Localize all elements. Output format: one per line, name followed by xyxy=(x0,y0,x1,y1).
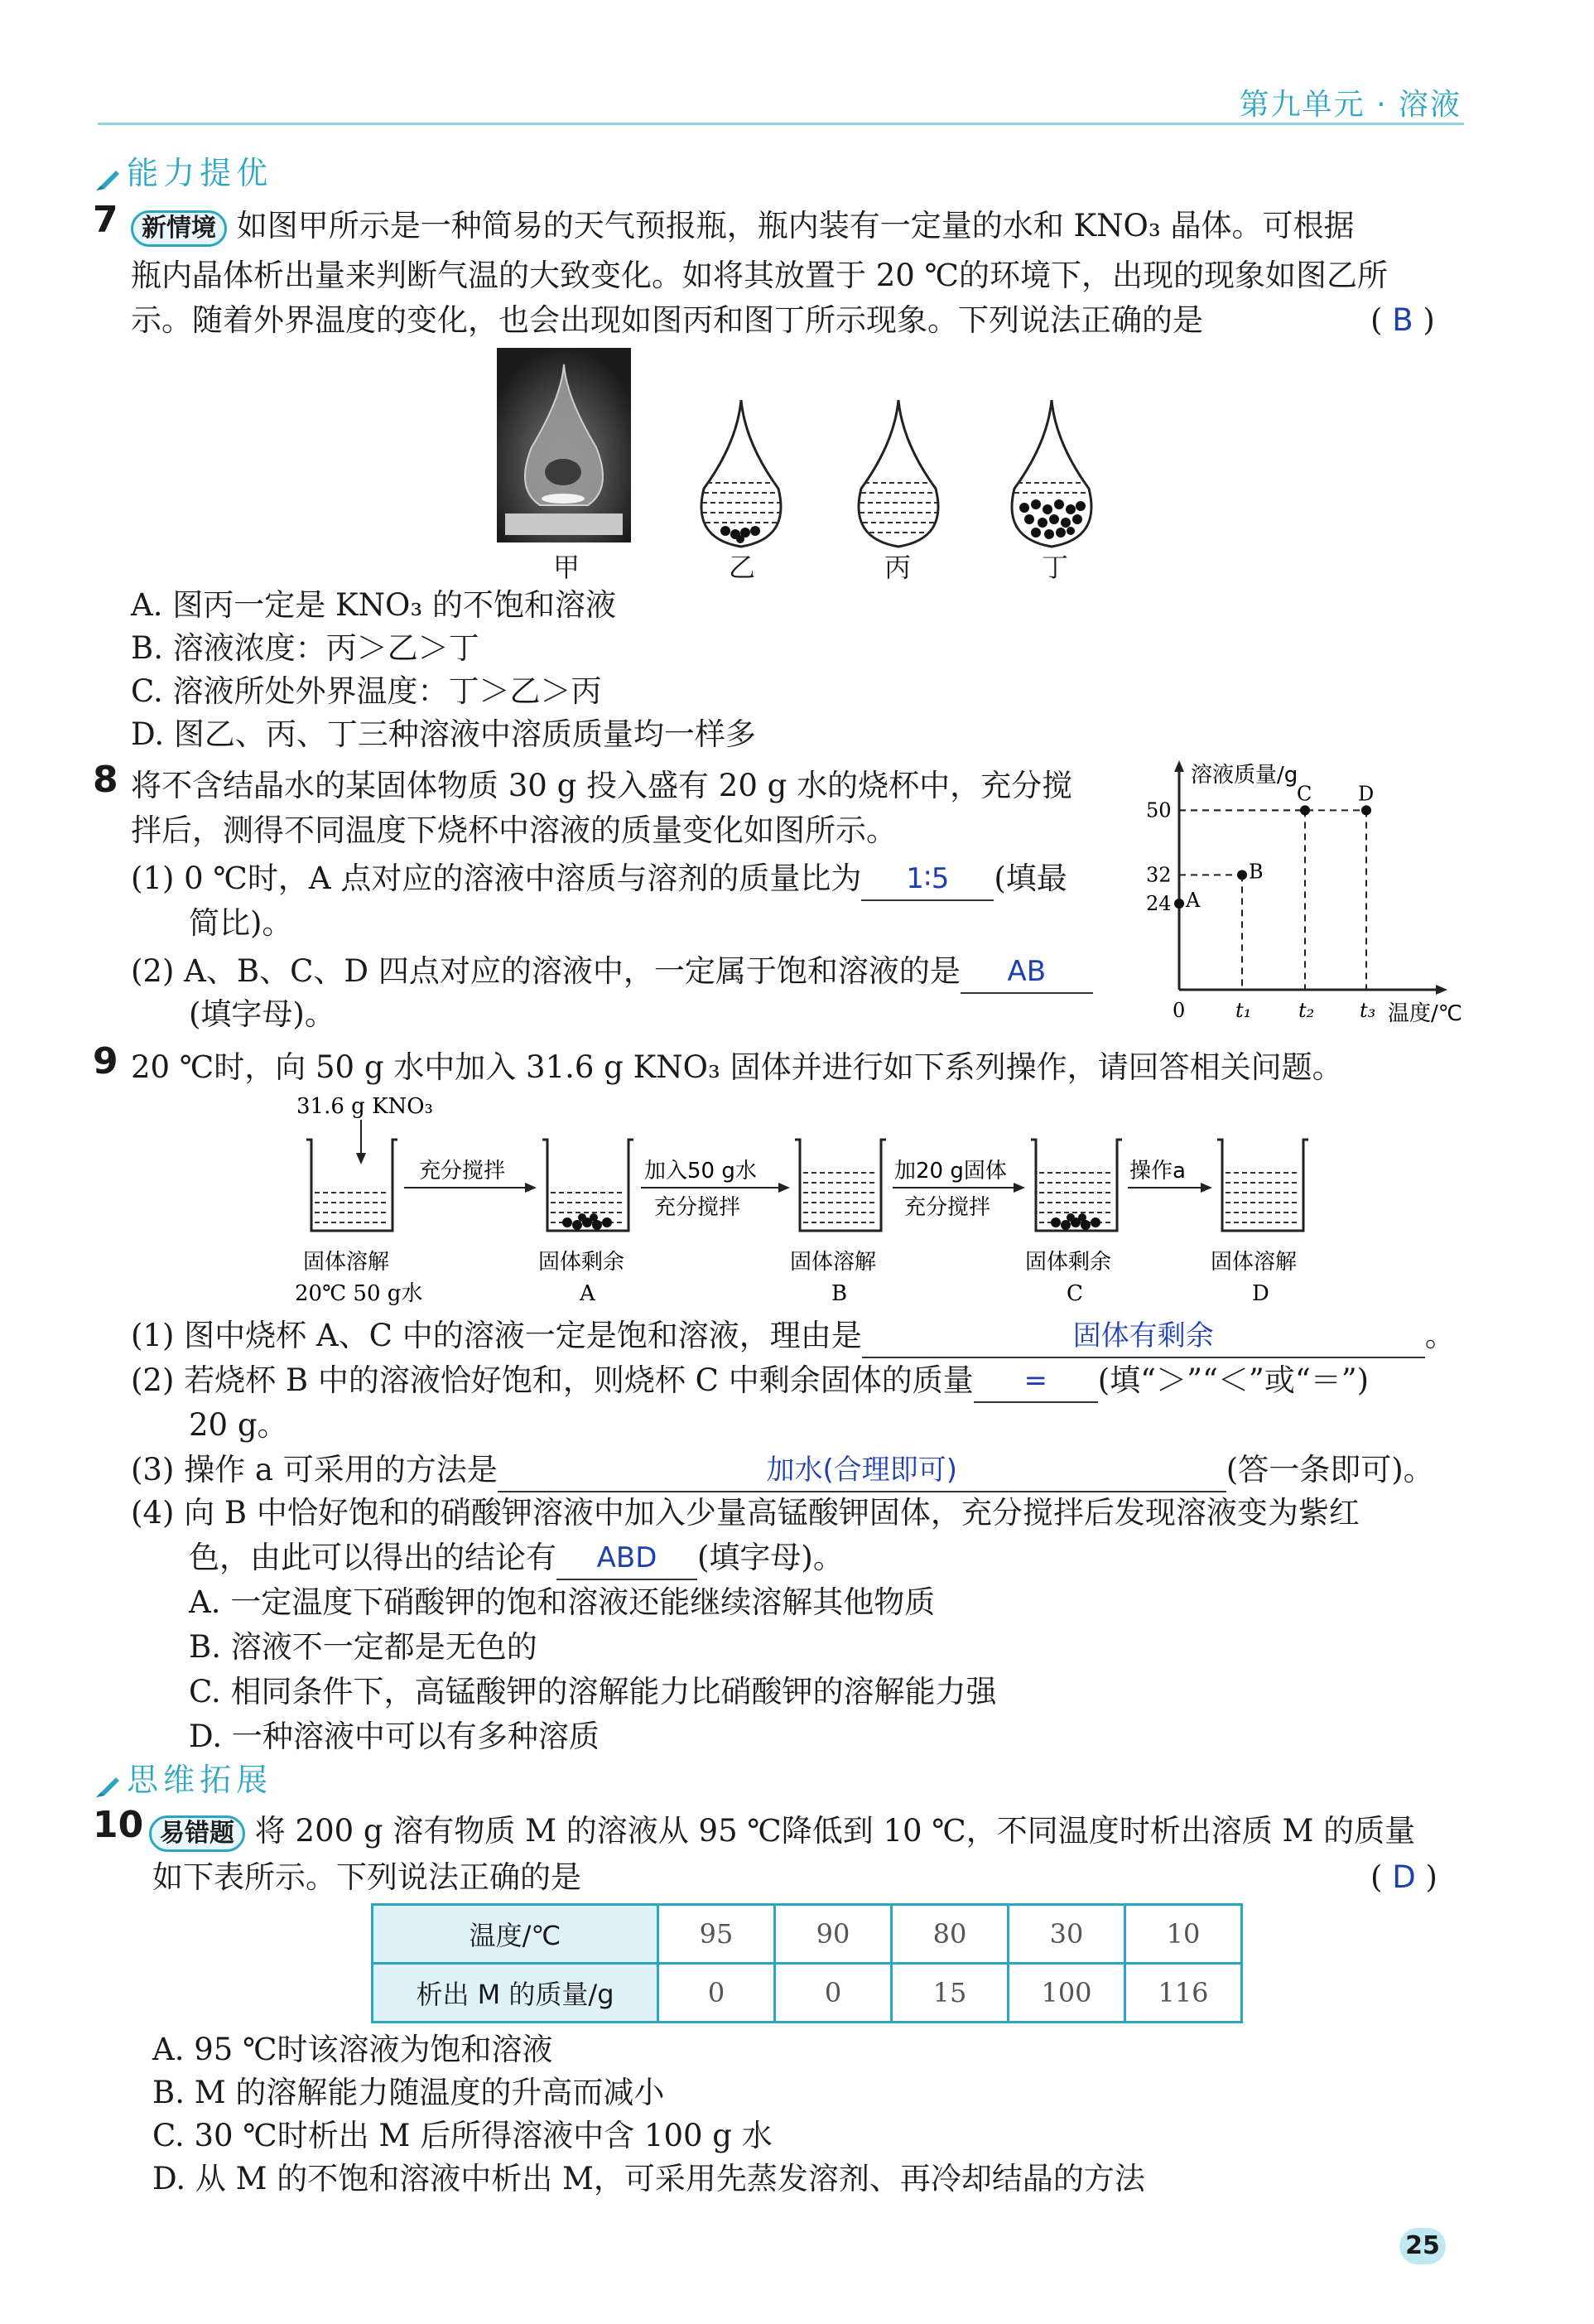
y-tick-label: 32 xyxy=(1146,863,1172,887)
answer-value: AB xyxy=(1007,955,1047,988)
table-cell: 116 xyxy=(1125,1964,1242,2023)
caption-d-2: D xyxy=(1252,1281,1269,1306)
option-c: C. 溶液所处外界温度：丁＞乙＞丙 xyxy=(131,673,602,709)
q9-option-a: A. 一定温度下硝酸钾的饱和溶液还能继续溶解其他物质 xyxy=(189,1584,936,1620)
y-tick-label: 24 xyxy=(1146,892,1172,915)
answer-value: 加水(合理即可) xyxy=(766,1454,958,1487)
q9-p2-suffix: (填“＞”“＜”或“＝”) xyxy=(1097,1362,1370,1398)
question-8-line-2: 拌后，测得不同温度下烧杯中溶液的质量变化如图所示。 xyxy=(131,812,897,848)
q9-p4-text: 色，由此可以得出的结论有 xyxy=(189,1540,556,1575)
drop-figure-bing xyxy=(853,393,944,562)
answer-value: 固体有剩余 xyxy=(1072,1319,1214,1352)
table-header-cell: 温度/℃ xyxy=(373,1905,658,1964)
option-b: B. 溶液浓度：丙＞乙＞丁 xyxy=(131,630,479,666)
answer-value: = xyxy=(1023,1364,1047,1397)
table-cell: 0 xyxy=(658,1964,775,2023)
q8-p2-text: (2) A、B、C、D 四点对应的溶液中，一定属于饱和溶液的是 xyxy=(131,953,961,989)
q10-table xyxy=(371,1903,1243,2023)
answer-blank xyxy=(861,863,994,901)
figure-label-yi: 乙 xyxy=(729,552,756,583)
step3-label-top: 加20 g固体 xyxy=(894,1159,1007,1184)
table-cell: 100 xyxy=(1009,1964,1125,2023)
data-point xyxy=(1361,805,1371,815)
beaker-a xyxy=(542,1140,633,1231)
drop-figure-yi xyxy=(696,393,787,562)
caption-c-1: 固体剩余 xyxy=(1025,1250,1112,1275)
table-cell: 10 xyxy=(1125,1905,1242,1964)
answer-blank xyxy=(498,1454,1226,1492)
beaker-b xyxy=(795,1140,886,1231)
section-title: 思维拓展 xyxy=(127,1762,273,1798)
q10-option-d: D. 从 M 的不饱和溶液中析出 M，可采用先蒸发溶剂、再冷却结晶的方法 xyxy=(152,2161,1145,2196)
answer-blank xyxy=(862,1320,1425,1358)
q9-option-b: B. 溶液不一定都是无色的 xyxy=(189,1629,537,1665)
section-title: 能力提优 xyxy=(127,155,273,191)
q9-part-4-line-2 xyxy=(189,1536,844,1580)
q7-line1-text: 如图甲所示是一种简易的天气预报瓶，瓶内装有一定量的水和 KNO₃ 晶体。可根据 xyxy=(236,208,1355,243)
caption-start-2: 20℃ 50 g水 xyxy=(295,1281,423,1306)
step2-label-top: 加入50 g水 xyxy=(644,1159,757,1184)
q9-process-diagram xyxy=(290,1090,1325,1314)
q10-option-a: A. 95 ℃时该溶液为饱和溶液 xyxy=(152,2032,553,2067)
x-tick-label: t₂ xyxy=(1298,999,1315,1022)
drop-figure-ding xyxy=(1006,393,1097,562)
point-label: C xyxy=(1297,782,1312,806)
answer-blank xyxy=(974,1365,1098,1403)
q9-option-d: D. 一种溶液中可以有多种溶质 xyxy=(189,1719,600,1754)
q8-chart xyxy=(1143,754,1490,1027)
table-cell: 90 xyxy=(775,1905,892,1964)
table-row xyxy=(373,1964,1242,2023)
answer-value: 1∶5 xyxy=(906,862,950,895)
question-10-line-2: 如下表所示。下列说法正确的是 xyxy=(152,1859,581,1895)
q9-p1-end: 。 xyxy=(1424,1318,1456,1353)
chart-svg xyxy=(1143,754,1490,1027)
origin-label: 0 xyxy=(1173,999,1186,1022)
option-d: D. 图乙、丙、丁三种溶液中溶质质量均一样多 xyxy=(131,716,756,752)
table-cell: 0 xyxy=(775,1964,892,2023)
q9-part-3 xyxy=(131,1448,1434,1492)
section-heading-2 xyxy=(93,1754,272,1802)
y-tick-label: 50 xyxy=(1146,798,1172,822)
table-cell: 30 xyxy=(1009,1905,1125,1964)
table-cell: 80 xyxy=(892,1905,1009,1964)
pencil-icon xyxy=(93,1772,123,1802)
photo-weather-bottle xyxy=(497,348,631,542)
q8-p1-suffix: (填最 xyxy=(994,861,1067,896)
question-7-line-1 xyxy=(131,204,1354,248)
pencil-icon xyxy=(93,166,123,195)
caption-b-2: B xyxy=(831,1281,848,1306)
q9-part-1 xyxy=(131,1314,1456,1358)
step1-label: 充分搅拌 xyxy=(419,1159,506,1184)
table-header-cell: 析出 M 的质量/g xyxy=(373,1964,658,2023)
table-row xyxy=(373,1905,1242,1964)
q8-part-1 xyxy=(131,856,1067,901)
q8-p1-text: (1) 0 ℃时，A 点对应的溶液中溶质与溶剂的质量比为 xyxy=(131,861,862,896)
caption-start-1: 固体溶解 xyxy=(303,1250,390,1275)
point-label: B xyxy=(1249,860,1264,884)
q8-part-2-cont: (填字母)。 xyxy=(189,996,335,1032)
question-number: 9 xyxy=(93,1040,118,1082)
tag-badge: 新情境 xyxy=(131,210,227,247)
question-7-line-3: 示。随着外界温度的变化，也会出现如图丙和图丁所示现象。下列说法正确的是 xyxy=(131,302,1203,338)
section-heading-1 xyxy=(93,147,272,195)
point-label: A xyxy=(1186,889,1201,912)
q10-line1-text: 将 200 g 溶有物质 M 的溶液从 95 ℃降低到 10 ℃，不同温度时析出溶质 M 的质量 xyxy=(254,1813,1416,1849)
add-label: 31.6 g KNO₃ xyxy=(296,1094,433,1119)
step2-label-bottom: 充分搅拌 xyxy=(654,1195,741,1220)
x-axis-arrow xyxy=(1436,985,1447,995)
caption-a-2: A xyxy=(580,1281,595,1306)
beaker-c xyxy=(1031,1140,1122,1231)
q8-part-1-cont: 简比)。 xyxy=(189,905,293,941)
answer-blank xyxy=(556,1542,697,1580)
answer-value: ABD xyxy=(596,1541,657,1574)
x-axis-label: 温度/℃ xyxy=(1388,1001,1462,1026)
table-cell: 95 xyxy=(658,1905,775,1964)
answer-blank xyxy=(961,956,1093,994)
answer-value: B xyxy=(1392,302,1413,338)
y-axis-arrow xyxy=(1174,760,1184,772)
answer-bracket: ( B ) xyxy=(1370,302,1435,338)
data-point xyxy=(1237,870,1247,880)
header-divider xyxy=(98,123,1464,125)
q9-part-4-line-1: (4) 向 B 中恰好饱和的硝酸钾溶液中加入少量高锰酸钾固体，充分搅拌后发现溶液变为紫红 xyxy=(131,1495,1360,1531)
q9-p2-text: (2) 若烧杯 B 中的溶液恰好饱和，则烧杯 C 中剩余固体的质量 xyxy=(131,1362,974,1398)
q9-p3-text: (3) 操作 a 可采用的方法是 xyxy=(131,1452,498,1487)
q10-option-c: C. 30 ℃时析出 M 后所得溶液中含 100 g 水 xyxy=(152,2118,773,2153)
question-number: 8 xyxy=(93,759,118,801)
unit-title: 第九单元 · 溶液 xyxy=(1239,88,1462,122)
beaker-start xyxy=(306,1140,397,1231)
question-10-line-1 xyxy=(149,1809,1415,1854)
q9-part-2-cont: 20 g。 xyxy=(189,1407,288,1443)
caption-c-2: C xyxy=(1067,1281,1083,1306)
y-axis-label: 溶液质量/g xyxy=(1191,763,1298,788)
q9-part-2 xyxy=(131,1358,1369,1403)
caption-b-1: 固体溶解 xyxy=(790,1250,877,1275)
data-point xyxy=(1300,805,1310,815)
caption-a-1: 固体剩余 xyxy=(538,1250,625,1275)
figure-label-bing: 丙 xyxy=(884,552,912,583)
data-point xyxy=(1174,899,1184,909)
step3-label-bottom: 充分搅拌 xyxy=(904,1195,991,1220)
question-number: 7 xyxy=(93,199,118,241)
question-7-line-2: 瓶内晶体析出量来判断气温的大致变化。如将其放置于 20 ℃的环境下，出现的现象如图乙所 xyxy=(131,258,1388,293)
q9-p1-text: (1) 图中烧杯 A、C 中的溶液一定是饱和溶液，理由是 xyxy=(131,1318,862,1353)
beaker-d xyxy=(1217,1140,1308,1231)
caption-d-1: 固体溶解 xyxy=(1211,1250,1298,1275)
x-tick-label: t₃ xyxy=(1360,999,1376,1022)
question-9-stem: 20 ℃时，向 50 g 水中加入 31.6 g KNO₃ 固体并进行如下系列操作，请回答相关问题。 xyxy=(131,1049,1343,1085)
tag-badge: 易错题 xyxy=(149,1815,245,1852)
q9-option-c: C. 相同条件下，高锰酸钾的溶解能力比硝酸钾的溶解能力强 xyxy=(189,1674,997,1709)
q8-part-2 xyxy=(131,949,1093,994)
answer-value: D xyxy=(1392,1859,1416,1895)
question-8-line-1: 将不含结晶水的某固体物质 30 g 投入盛有 20 g 水的烧杯中，充分搅 xyxy=(131,768,1073,803)
page-number: 25 xyxy=(1399,2228,1446,2264)
figure-label-ding: 丁 xyxy=(1042,552,1069,583)
step4-label: 操作a xyxy=(1129,1159,1186,1184)
figure-label-jia: 甲 xyxy=(553,552,580,583)
option-a: A. 图丙一定是 KNO₃ 的不饱和溶液 xyxy=(131,587,616,623)
q9-p3-suffix: (答一条即可)。 xyxy=(1226,1452,1434,1487)
x-tick-label: t₁ xyxy=(1235,999,1252,1022)
point-label: D xyxy=(1358,782,1375,806)
answer-bracket: ( D ) xyxy=(1370,1859,1437,1895)
q9-p4-suffix: (填字母)。 xyxy=(697,1540,844,1575)
question-number: 10 xyxy=(93,1804,144,1846)
q10-option-b: B. M 的溶解能力随温度的升高而减小 xyxy=(152,2075,665,2110)
table-cell: 15 xyxy=(892,1964,1009,2023)
